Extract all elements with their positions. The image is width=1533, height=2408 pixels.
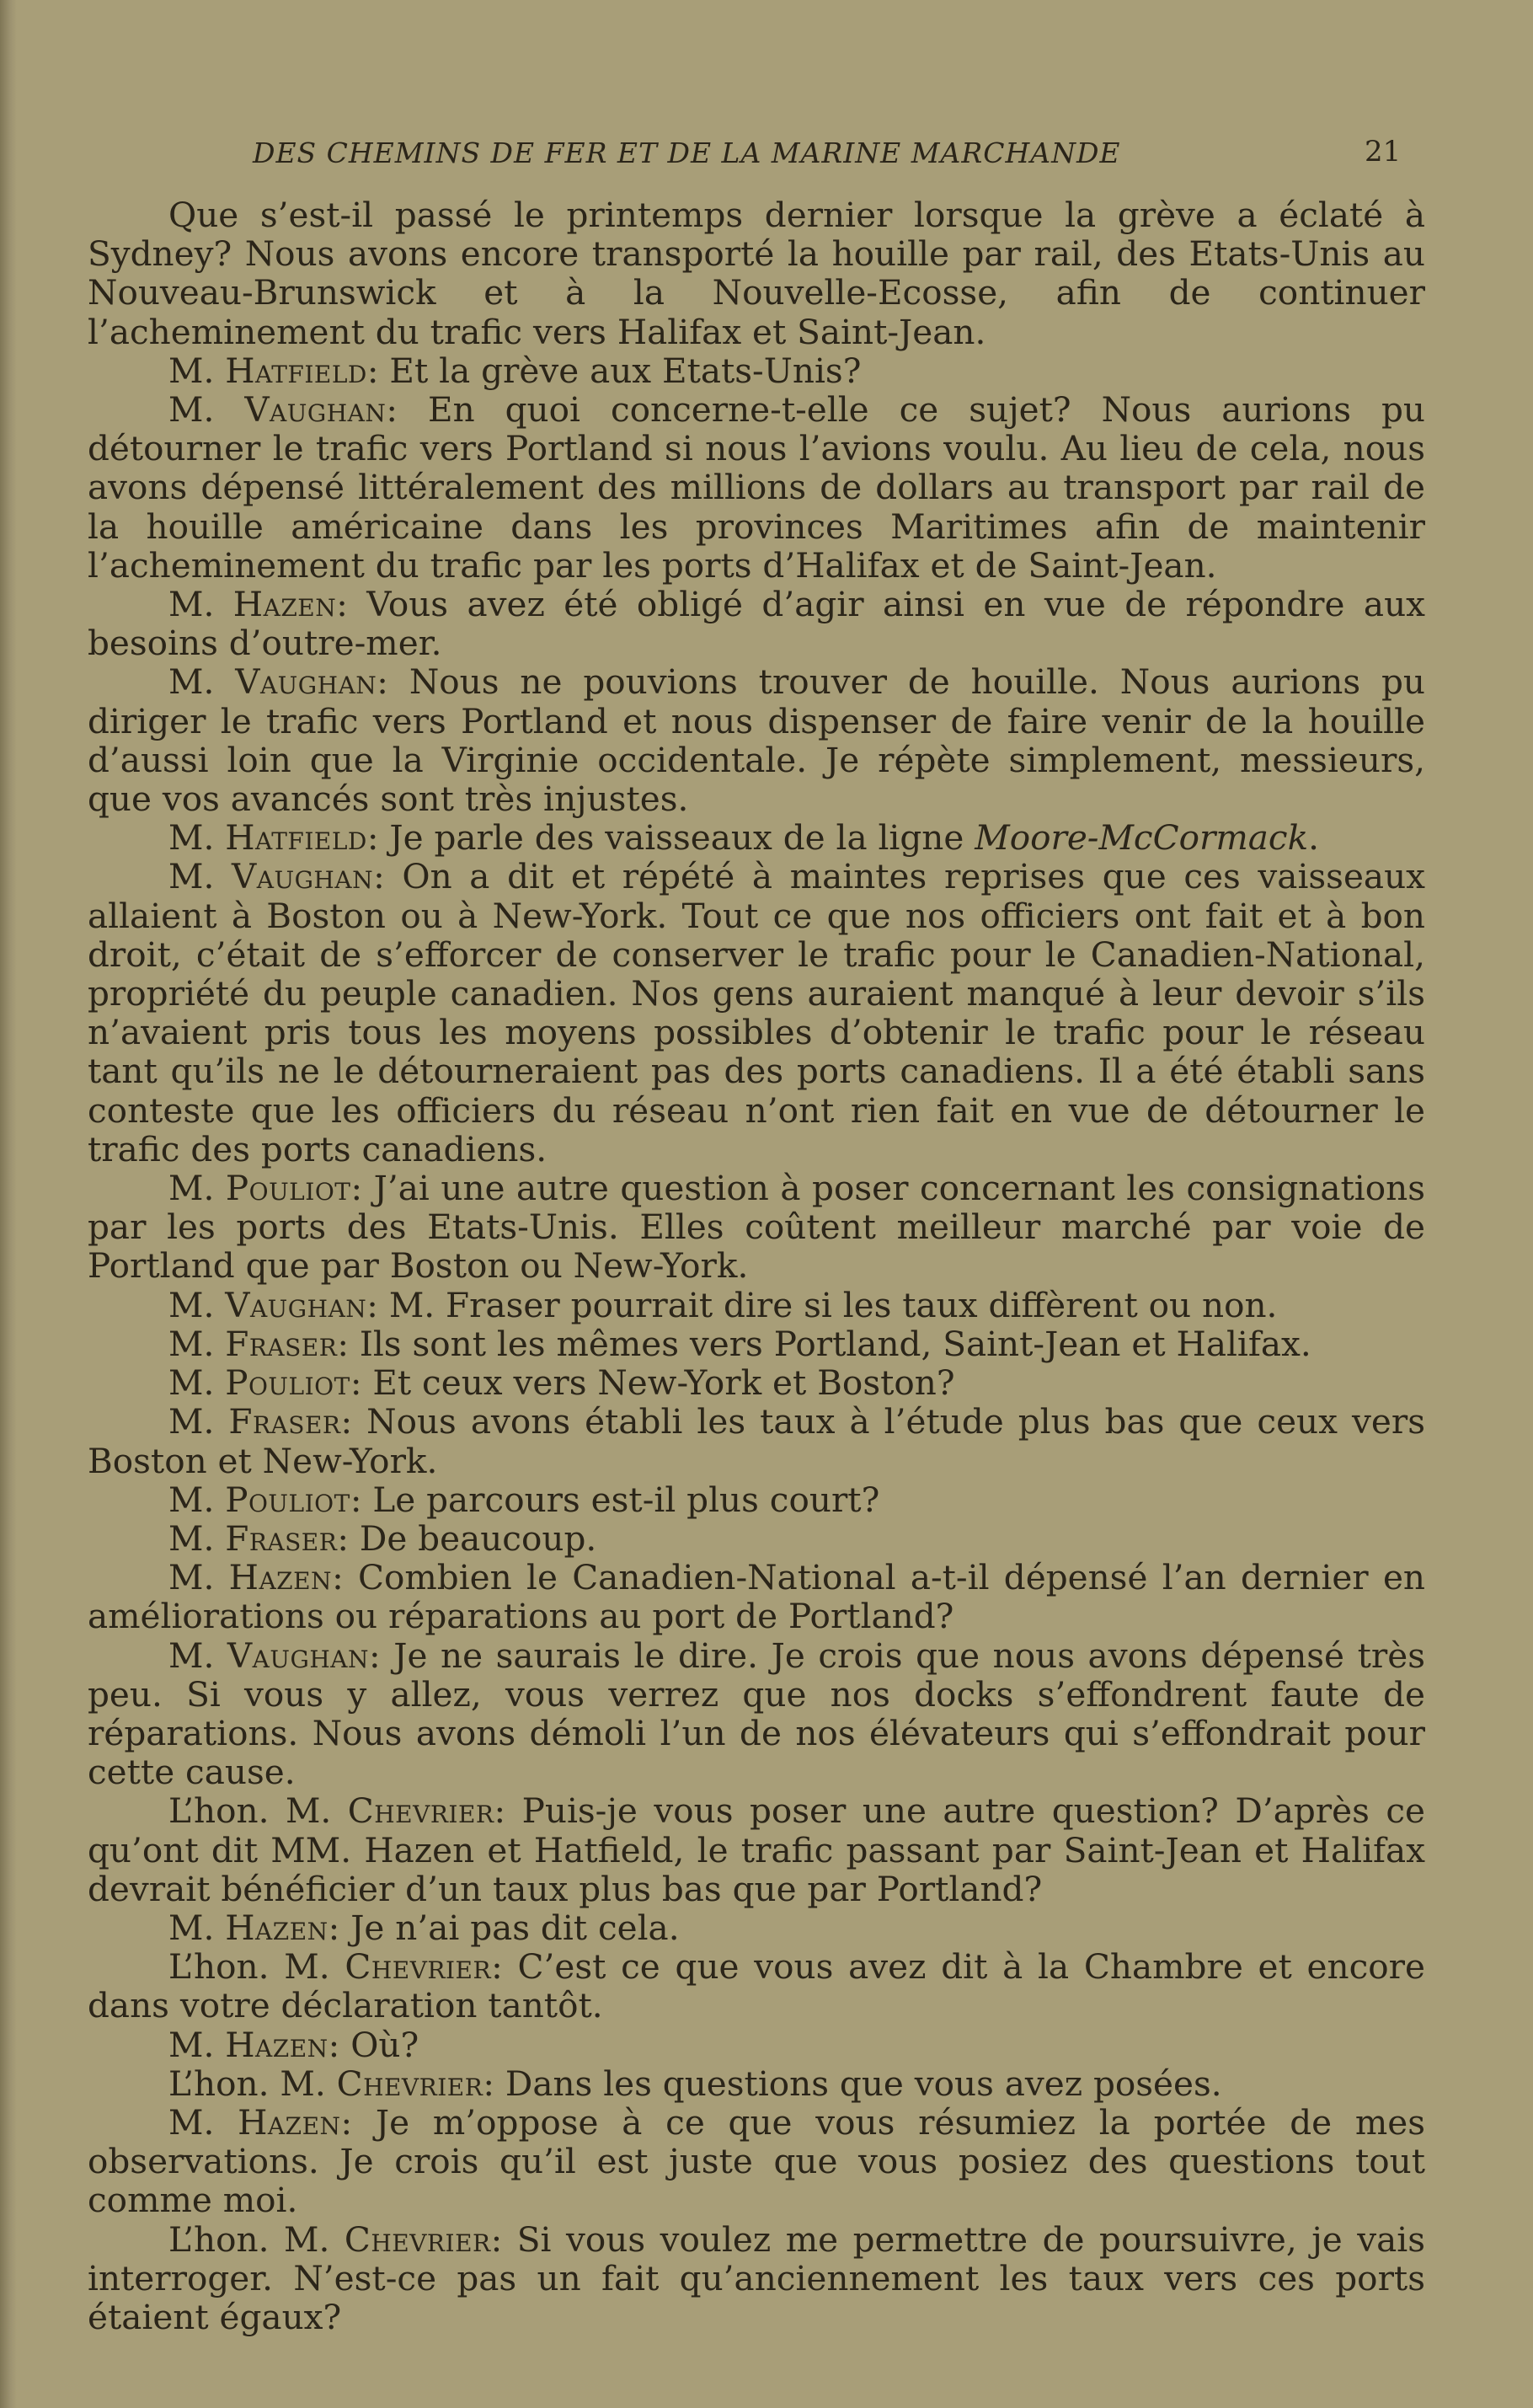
speaker-name: Fraser (228, 1401, 341, 1442)
speaker-separator: : (350, 1362, 373, 1404)
paragraph (88, 1286, 1425, 1324)
paragraph (88, 2103, 1425, 2220)
paragraph (88, 1363, 1425, 1402)
speaker-separator: : (369, 1635, 394, 1676)
speaker-prefix: M. (168, 1907, 226, 1948)
speaker-name: Fraser (225, 1323, 338, 1364)
paragraph-text: On a dit et répété à maintes reprises que ces vaisseaux allaient à Boston ou à New-York. Tout ce que nos officiers ont fait et à bon droit, c’était de s’efforcer de conserver le trafic pour le Canadien-National, propriété du peuple canadien. Nos gens auraient manqué à leur devoir s’ils n’avaient pris tous les moyens possibles d’obtenir le trafic pour le réseau tant qu’ils ne le détourneraient pas des ports canadiens. Il a été établi sans conteste que les officiers du réseau n’ont rien fait en vue de détourner le trafic des ports canadiens. (88, 856, 1425, 1169)
speaker-separator: : (350, 1479, 373, 1520)
speaker-separator: : (386, 389, 429, 431)
speaker-name: Hazen (232, 584, 337, 625)
paragraph-text: Je m’oppose à ce que vous résumiez la portée de mes observations. Je crois qu’il est juste que vous posiez des questions tout comme moi. (88, 2101, 1425, 2221)
paragraph-text: Je ne saurais le dire. Je crois que nous avons dépensé très peu. Si vous y allez, vous verrez que nos docks s’effondrent faute de réparations. Nous avons démoli l’un de nos élévateurs qui s’effondrait pour cette cause. (88, 1635, 1425, 1793)
speaker-separator: : (350, 1168, 374, 1209)
speaker-separator: : (366, 817, 390, 859)
paragraph-text: Puis-je vous poser une autre question? D’après ce qu’ont dit MM. Hazen et Hatfield, le trafic passant par Saint-Jean et Halifax devrait bénéficier d’un taux plus bas que par Portland? (88, 1790, 1425, 1909)
speaker-prefix: M. (168, 584, 233, 625)
speaker-name: Chevrier (347, 1790, 494, 1832)
speaker-separator: : (332, 1557, 358, 1598)
speaker-separator: : (340, 2101, 376, 2143)
paragraph-text: Et ceux vers New-York et Boston? (372, 1362, 955, 1404)
speaker-name: Vaughan (244, 389, 387, 431)
speaker-prefix: M. (168, 1557, 229, 1598)
paragraph-text: Vous avez été obligé d’agir ainsi en vue de répondre aux besoins d’outre-mer. (88, 584, 1425, 664)
paragraph (88, 1791, 1425, 1908)
speaker-separator: : (491, 1946, 518, 1988)
paragraph-text: Je parle des vaisseaux de la ligne (389, 817, 975, 859)
page-binding-edge (0, 0, 17, 2408)
speaker-separator: : (340, 1401, 367, 1442)
speaker-name: Hatfield (225, 350, 367, 391)
speaker-prefix: L’hon. M. (168, 1946, 345, 1988)
paragraph-text: Ils sont les mêmes vers Portland, Saint-Jean et Halifax. (359, 1323, 1311, 1364)
speaker-prefix: M. (168, 1168, 226, 1209)
paragraph (88, 1402, 1425, 1480)
paragraph-text: C’est ce que vous avez dit à la Chambre et encore dans votre déclaration tantôt. (88, 1946, 1425, 2026)
paragraph-text: Dans les questions que vous avez posées. (505, 2063, 1222, 2104)
speaker-prefix: M. (168, 1323, 226, 1364)
speaker-separator: : (377, 661, 409, 703)
speaker-name: Hatfield (225, 817, 367, 859)
speaker-prefix: L’hon. M. (168, 2218, 345, 2260)
speaker-prefix: M. (168, 1284, 226, 1325)
paragraph-text: Que s’est-il passé le printemps dernier lorsque la grève a éclaté à Sydney? Nous avons encore transporté la houille par rail, des Etats-Unis au Nouveau-Brunswick et à la Nouvelle-Ecosse, afin de continuer l’acheminement du trafic vers Halifax et Saint-Jean. (88, 195, 1425, 352)
speaker-separator: : (483, 2063, 505, 2104)
speaker-prefix: L’hon. M. (168, 1790, 348, 1832)
speaker-name: Hazen (238, 2101, 341, 2143)
speaker-separator: : (337, 1323, 360, 1364)
speaker-prefix: M. (168, 1362, 226, 1404)
paragraph (88, 1519, 1425, 1558)
paragraph (88, 1480, 1425, 1519)
speaker-name: Chevrier (344, 2218, 491, 2260)
speaker-name: Pouliot (225, 1479, 350, 1520)
paragraph-text: De beaucoup. (359, 1517, 597, 1559)
speaker-prefix: M. (168, 2101, 238, 2143)
speaker-name: Chevrier (336, 2063, 483, 2104)
page-header (0, 136, 1533, 179)
paragraph (88, 1324, 1425, 1363)
paragraph-text: Si vous voulez me permettre de poursuivre, je vais interroger. N’est-ce pas un fait qu’anciennement les taux vers ces ports étaient égaux? (88, 2218, 1426, 2337)
paragraph-text: Et la grève aux Etats-Unis? (389, 350, 862, 391)
speaker-name: Hazen (225, 2024, 328, 2065)
speaker-separator: : (373, 856, 403, 897)
paragraph (88, 390, 1425, 585)
paragraph (88, 1169, 1425, 1286)
speaker-prefix: M. (168, 389, 245, 431)
speaker-separator: : (328, 1907, 351, 1948)
paragraph (88, 1558, 1425, 1635)
paragraph-text: Le parcours est-il plus court? (372, 1479, 880, 1520)
speaker-prefix: M. (168, 2024, 226, 2065)
paragraph-text: M. Fraser pourrait dire si les taux diffèrent ou non. (388, 1284, 1278, 1325)
speaker-separator: : (366, 1284, 389, 1325)
speaker-separator: : (494, 1790, 522, 1832)
speaker-name: Vaughan (225, 1284, 367, 1325)
speaker-name: Pouliot (225, 1362, 350, 1404)
speaker-name: Hazen (225, 1907, 328, 1948)
speaker-name: Pouliot (225, 1168, 351, 1209)
speaker-separator: : (328, 2024, 351, 2065)
paragraph-tail: . (1308, 817, 1319, 859)
paragraph (88, 585, 1425, 662)
italic-text: Moore-McCormack (975, 817, 1309, 859)
speaker-prefix: M. (168, 817, 226, 859)
paragraph (88, 2064, 1425, 2103)
paragraph-text: Nous avons établi les taux à l’étude plus bas que ceux vers Boston et New-York. (88, 1401, 1425, 1481)
paragraph-text: Je n’ai pas dit cela. (350, 1907, 680, 1948)
speaker-name: Chevrier (345, 1946, 492, 1988)
paragraph-text: Combien le Canadien-National a-t-il dépensé l’an dernier en améliorations ou réparations au port de Portland? (88, 1557, 1425, 1637)
speaker-prefix: M. (168, 661, 236, 703)
paragraph (88, 1636, 1425, 1792)
paragraph (88, 857, 1425, 1169)
paragraph (88, 195, 1425, 351)
paragraph-text: En quoi concerne-t-elle ce sujet? Nous aurions pu détourner le trafic vers Portland si nous l’avions voulu. Au lieu de cela, nous avons dépensé littéralement des millions de dollars au transport par rail de la houille américaine dans les provinces Maritimes afin de maintenir l’acheminement du trafic par les ports d’Halifax et de Saint-Jean. (88, 389, 1425, 586)
paragraph (88, 662, 1425, 818)
page-number: 21 (1365, 135, 1402, 169)
paragraph (88, 818, 1425, 857)
paragraph (88, 1908, 1425, 1947)
paragraph (88, 351, 1425, 390)
speaker-prefix: M. (168, 1479, 226, 1520)
speaker-prefix: M. (168, 350, 226, 391)
paragraph (88, 2220, 1425, 2337)
speaker-separator: : (366, 350, 390, 391)
speaker-separator: : (336, 584, 367, 625)
speaker-name: Vaughan (227, 1635, 369, 1676)
paragraph-text: Nous ne pouvions trouver de houille. Nous aurions pu diriger le trafic vers Portland et nous dispenser de faire venir de la houille d’aussi loin que la Virginie occidentale. Je répète simplement, messieurs, que vos avancés sont très injustes. (88, 661, 1425, 820)
speaker-prefix: M. (168, 1635, 227, 1676)
speaker-name: Vaughan (232, 856, 374, 897)
speaker-separator: : (337, 1517, 360, 1559)
body-text (88, 195, 1425, 2336)
speaker-prefix: L’hon. M. (168, 2063, 337, 2104)
paragraph-text: Où? (350, 2024, 419, 2065)
speaker-prefix: M. (168, 1401, 229, 1442)
paragraph (88, 1947, 1425, 2025)
running-title: DES CHEMINS DE FER ET DE LA MARINE MARCHANDE (253, 136, 1121, 169)
speaker-name: Hazen (228, 1557, 333, 1598)
paragraph-text: J’ai une autre question à poser concernant les consignations par les ports des Etats-Unis. Elles coûtent meilleur marché par voie de Portland que par Boston ou New-York. (88, 1168, 1425, 1287)
paragraph (88, 2025, 1425, 2064)
speaker-prefix: M. (168, 856, 232, 897)
speaker-prefix: M. (168, 1517, 226, 1559)
speaker-name: Vaughan (235, 661, 377, 703)
speaker-separator: : (490, 2218, 517, 2260)
speaker-name: Fraser (225, 1517, 338, 1559)
